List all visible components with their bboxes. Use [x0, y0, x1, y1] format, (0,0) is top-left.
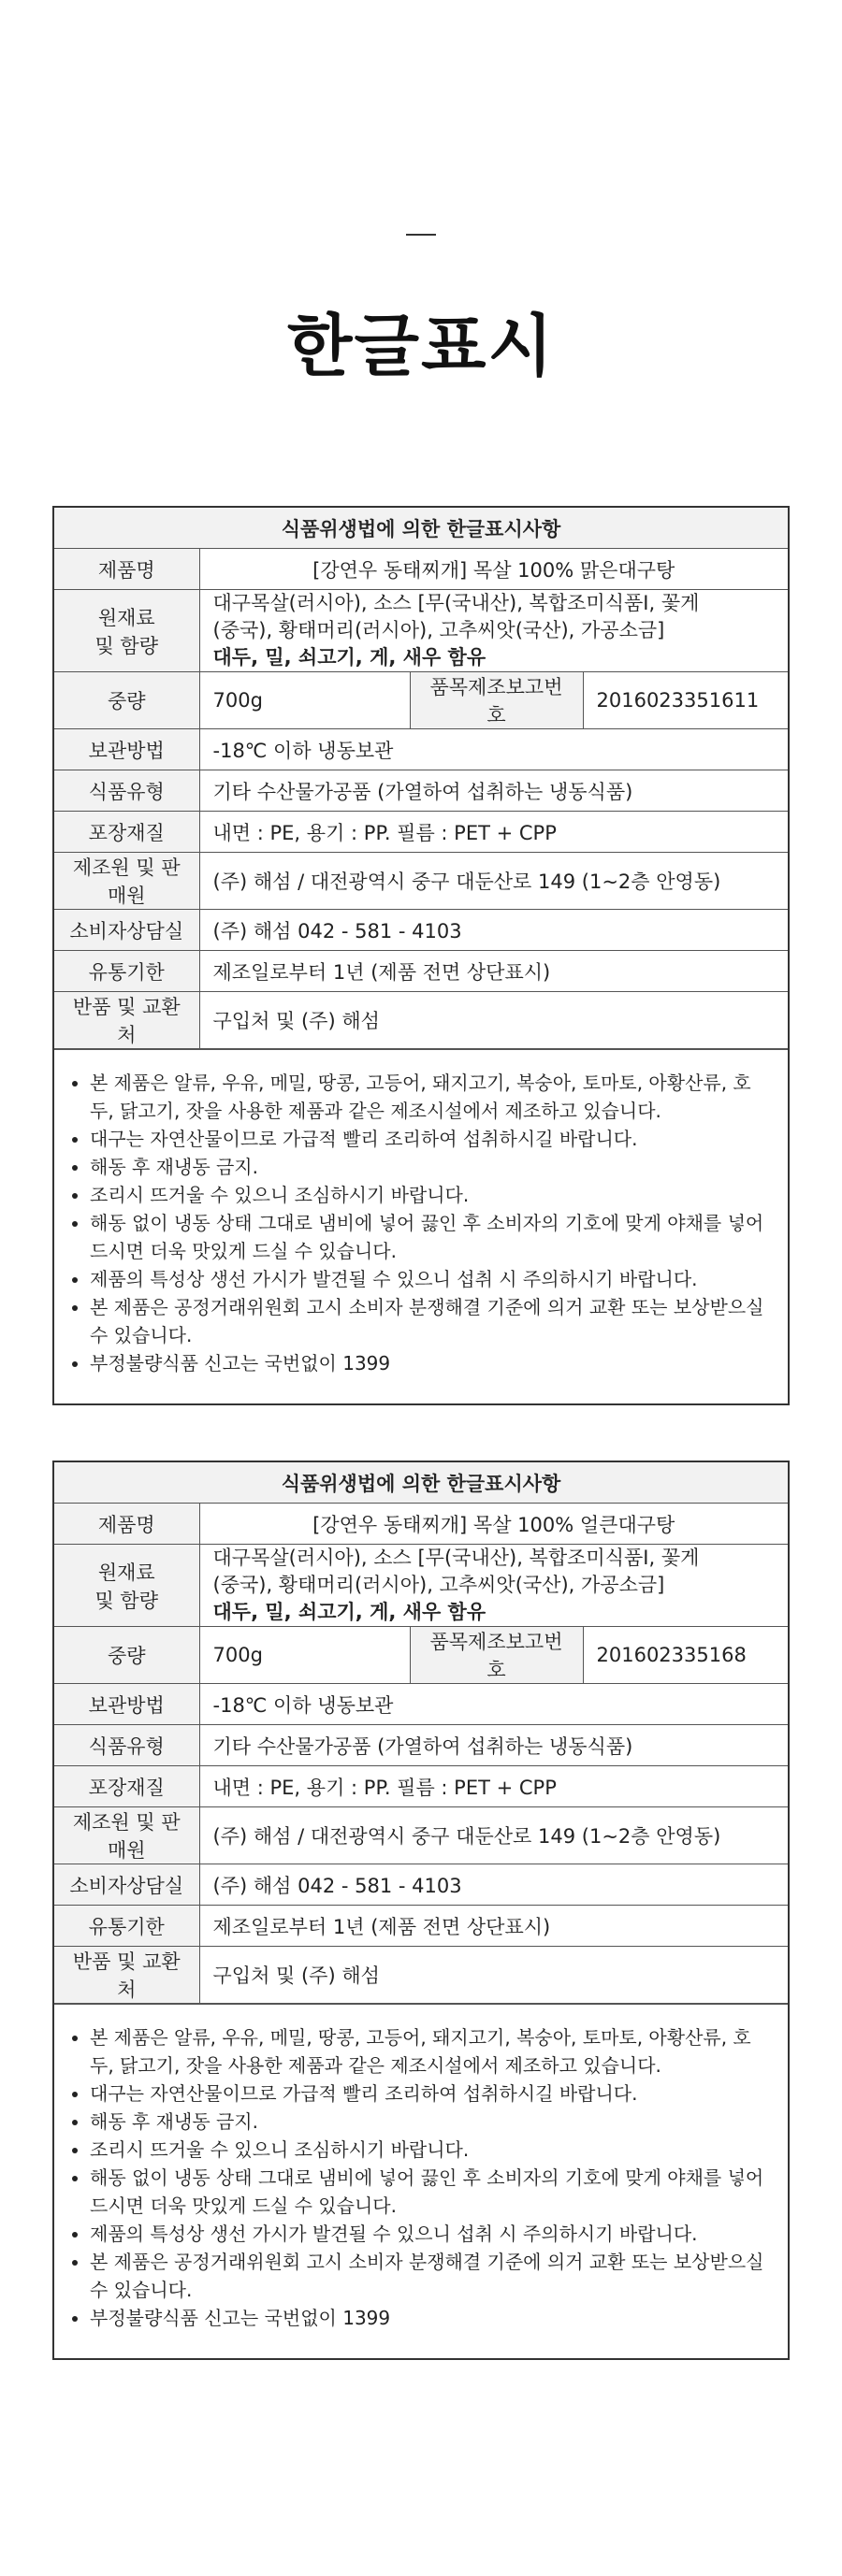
- row-product-name: [54, 1504, 788, 1545]
- label-food-type: 식품유형: [54, 1725, 199, 1766]
- value-manufacturer: (주) 해섬 / 대전광역시 중구 대둔산로 149 (1~2층 안영동): [199, 853, 788, 910]
- value-ingredients: [199, 1545, 788, 1627]
- label-table: [54, 1462, 788, 2004]
- value-packaging: 내면 : PE, 용기 : PP. 필름 : PET + CPP: [199, 812, 788, 853]
- caution-notes: [54, 2004, 788, 2358]
- caution-item: • 대구는 자연산물이므로 가급적 빨리 조리하여 섭취하시길 바랍니다.: [90, 2080, 775, 2108]
- value-expiry: 제조일로부터 1년 (제품 전면 상단표시): [199, 951, 788, 992]
- row-exchange: [54, 992, 788, 1049]
- row-consumer-office: [54, 910, 788, 951]
- label-packaging: 포장재질: [54, 1766, 199, 1807]
- row-manufacturer: [54, 853, 788, 910]
- caption-row: [54, 1462, 788, 1504]
- caution-item: • 대구는 자연산물이므로 가급적 빨리 조리하여 섭취하시길 바랍니다.: [90, 1125, 775, 1153]
- label-consumer-office: 소비자상담실: [54, 910, 199, 951]
- row-food-type: [54, 1725, 788, 1766]
- row-storage: [54, 1684, 788, 1725]
- label-expiry: 유통기한: [54, 1906, 199, 1947]
- caution-item: • 부정불량식품 신고는 국번없이 1399: [90, 2304, 775, 2332]
- value-product-name: [강연우 동태찌개] 목살 100% 얼큰대구탕: [199, 1504, 788, 1545]
- caution-list: [71, 1069, 775, 1377]
- label-ingredients-line1: 원재료: [97, 1561, 155, 1584]
- caution-item: • 본 제품은 공정거래위원회 고시 소비자 분쟁해결 기준에 의거 교환 또는 보상받으실 수 있습니다.: [90, 1293, 775, 1349]
- value-product-name: [강연우 동태찌개] 목살 100% 맑은대구탕: [199, 549, 788, 590]
- row-packaging: [54, 1766, 788, 1807]
- value-ingredients: [199, 590, 788, 672]
- label-food-type: 식품유형: [54, 770, 199, 812]
- page-title: 한글표시: [286, 307, 556, 385]
- label-exchange: 반품 및 교환처: [54, 992, 199, 1049]
- label-manufacturer: 제조원 및 판매원: [54, 853, 199, 910]
- row-consumer-office: [54, 1864, 788, 1906]
- label-consumer-office: 소비자상담실: [54, 1864, 199, 1906]
- title-dash: [406, 234, 436, 236]
- value-food-type: 기타 수산물가공품 (가열하여 섭취하는 냉동식품): [199, 770, 788, 812]
- label-product-name: 제품명: [54, 549, 199, 590]
- ingredients-line1: 대구목살(러시아), 소스 [무(국내산), 복합조미식품I, 꽃게: [212, 592, 700, 614]
- label-expiry: 유통기한: [54, 951, 199, 992]
- value-exchange: 구입처 및 (주) 해섬: [199, 1947, 788, 2004]
- label-weight: 중량: [54, 1627, 199, 1684]
- label-packaging: 포장재질: [54, 812, 199, 853]
- value-expiry: 제조일로부터 1년 (제품 전면 상단표시): [199, 1906, 788, 1947]
- caution-item: • 해동 없이 냉동 상태 그대로 냄비에 넣어 끓인 후 소비자의 기호에 맞게 야채를 넣어 드시면 더욱 맛있게 드실 수 있습니다.: [90, 1209, 775, 1265]
- caution-item: • 해동 후 재냉동 금지.: [90, 1153, 775, 1181]
- ingredients-line1: 대구목살(러시아), 소스 [무(국내산), 복합조미식품I, 꽃게: [212, 1547, 700, 1569]
- caution-item: • 해동 없이 냉동 상태 그대로 냄비에 넣어 끓인 후 소비자의 기호에 맞게 야채를 넣어 드시면 더욱 맛있게 드실 수 있습니다.: [90, 2164, 775, 2220]
- value-manufacturer: (주) 해섬 / 대전광역시 중구 대둔산로 149 (1~2층 안영동): [199, 1807, 788, 1864]
- ingredients-line2: (중국), 황태머리(러시아), 고추씨앗(국산), 가공소금]: [212, 619, 665, 641]
- caution-notes: [54, 1049, 788, 1403]
- table-caption: 식품위생법에 의한 한글표시사항: [54, 508, 788, 549]
- value-storage: -18℃ 이하 냉동보관: [199, 729, 788, 770]
- label-weight: 중량: [54, 672, 199, 729]
- value-weight: 700g: [199, 1627, 410, 1684]
- row-ingredients: [54, 590, 788, 672]
- label-panel-clear-cod-soup: [52, 506, 790, 1405]
- row-storage: [54, 729, 788, 770]
- label-ingredients-line2: 및 함량: [94, 634, 159, 657]
- allergen-notice: 대두, 밀, 쇠고기, 게, 새우 함유: [212, 1601, 486, 1623]
- caution-item: • 제품의 특성상 생선 가시가 발견될 수 있으니 섭취 시 주의하시기 바랍니다.: [90, 1265, 775, 1293]
- caution-item: • 제품의 특성상 생선 가시가 발견될 수 있으니 섭취 시 주의하시기 바랍니다.: [90, 2220, 775, 2248]
- label-manufacturer: 제조원 및 판매원: [54, 1807, 199, 1864]
- value-storage: -18℃ 이하 냉동보관: [199, 1684, 788, 1725]
- row-exchange: [54, 1947, 788, 2004]
- label-ingredients-line2: 및 함량: [94, 1589, 159, 1612]
- row-packaging: [54, 812, 788, 853]
- row-expiry: [54, 1906, 788, 1947]
- caution-item: • 해동 후 재냉동 금지.: [90, 2108, 775, 2136]
- value-consumer-office: (주) 해섬 042 - 581 - 4103: [199, 910, 788, 951]
- row-food-type: [54, 770, 788, 812]
- caution-item: • 조리시 뜨거울 수 있으니 조심하시기 바랍니다.: [90, 2136, 775, 2164]
- caution-item: • 본 제품은 공정거래위원회 고시 소비자 분쟁해결 기준에 의거 교환 또는 보상받으실 수 있습니다.: [90, 2248, 775, 2304]
- table-caption: 식품위생법에 의한 한글표시사항: [54, 1462, 788, 1504]
- value-weight: 700g: [199, 672, 410, 729]
- allergen-notice: 대두, 밀, 쇠고기, 게, 새우 함유: [212, 646, 486, 669]
- caution-item: • 부정불량식품 신고는 국번없이 1399: [90, 1349, 775, 1377]
- caution-item: • 본 제품은 알류, 우유, 메밀, 땅콩, 고등어, 돼지고기, 복숭아, 토마토, 아황산류, 호두, 닭고기, 잣을 사용한 제품과 같은 제조시설에서 제조하고 있습니다.: [90, 1069, 775, 1125]
- caution-item: • 본 제품은 알류, 우유, 메밀, 땅콩, 고등어, 돼지고기, 복숭아, 토마토, 아황산류, 호두, 닭고기, 잣을 사용한 제품과 같은 제조시설에서 제조하고 있습니다.: [90, 2023, 775, 2080]
- value-report-number: 201602335168: [583, 1627, 788, 1684]
- row-expiry: [54, 951, 788, 992]
- caution-list: [71, 2023, 775, 2332]
- value-packaging: 내면 : PE, 용기 : PP. 필름 : PET + CPP: [199, 1766, 788, 1807]
- label-panel-spicy-cod-soup: [52, 1461, 790, 2360]
- label-storage: 보관방법: [54, 729, 199, 770]
- row-weight: [54, 1627, 788, 1684]
- row-ingredients: [54, 1545, 788, 1627]
- label-table: [54, 508, 788, 1049]
- label-exchange: 반품 및 교환처: [54, 1947, 199, 2004]
- label-ingredients: [54, 1545, 199, 1627]
- caution-item: • 조리시 뜨거울 수 있으니 조심하시기 바랍니다.: [90, 1181, 775, 1209]
- label-storage: 보관방법: [54, 1684, 199, 1725]
- value-report-number: 2016023351611: [583, 672, 788, 729]
- label-ingredients-line1: 원재료: [97, 606, 155, 629]
- value-exchange: 구입처 및 (주) 해섬: [199, 992, 788, 1049]
- ingredients-line2: (중국), 황태머리(러시아), 고추씨앗(국산), 가공소금]: [212, 1574, 665, 1596]
- row-manufacturer: [54, 1807, 788, 1864]
- label-report-number: 품목제조보고번호: [410, 672, 583, 729]
- label-ingredients: [54, 590, 199, 672]
- row-product-name: [54, 549, 788, 590]
- row-weight: [54, 672, 788, 729]
- caption-row: [54, 508, 788, 549]
- label-report-number: 품목제조보고번호: [410, 1627, 583, 1684]
- value-consumer-office: (주) 해섬 042 - 581 - 4103: [199, 1864, 788, 1906]
- value-food-type: 기타 수산물가공품 (가열하여 섭취하는 냉동식품): [199, 1725, 788, 1766]
- label-product-name: 제품명: [54, 1504, 199, 1545]
